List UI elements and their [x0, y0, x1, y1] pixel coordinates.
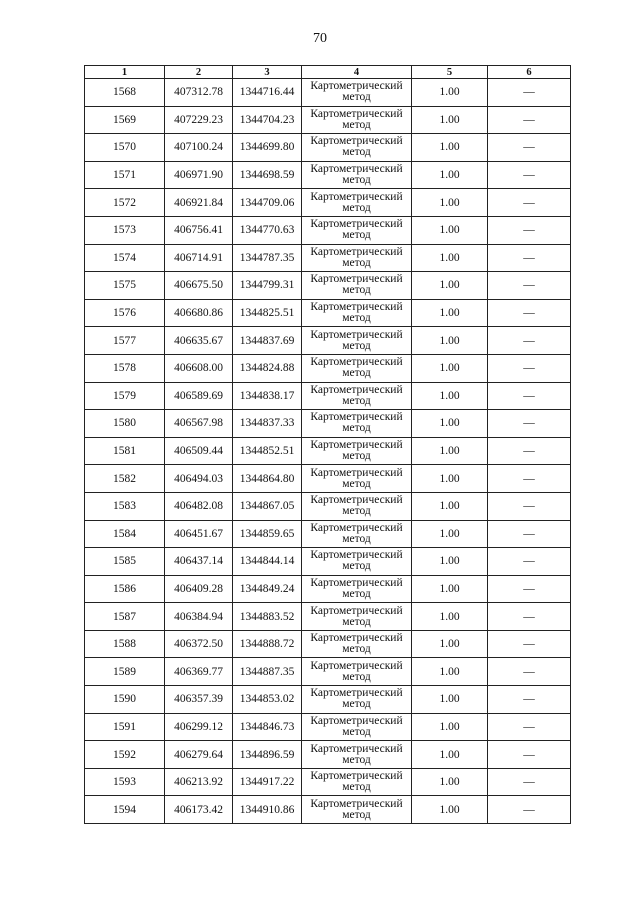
y-coordinate-cell: 1344888.72 [233, 630, 302, 658]
table-row [85, 161, 571, 189]
method-line-1: Картометрический [310, 356, 403, 369]
method-cell [302, 327, 412, 355]
note-cell: — [488, 382, 571, 410]
method-cell [302, 437, 412, 465]
y-coordinate-cell: 1344883.52 [233, 603, 302, 631]
x-coordinate-cell: 406635.67 [165, 327, 233, 355]
note-cell: — [488, 658, 571, 686]
method-line-2: метод [342, 91, 371, 104]
table-row [85, 216, 571, 244]
y-coordinate-cell: 1344838.17 [233, 382, 302, 410]
note-cell: — [488, 575, 571, 603]
table-row [85, 79, 571, 107]
method-cell [302, 548, 412, 576]
header-col-6: 6 [488, 66, 571, 79]
table-row [85, 575, 571, 603]
point-number-cell: 1587 [85, 603, 165, 631]
point-number-cell: 1569 [85, 106, 165, 134]
y-coordinate-cell: 1344787.35 [233, 244, 302, 272]
method-line-1: Картометрический [310, 742, 403, 755]
method-line-2: метод [342, 532, 371, 545]
method-line-1: Картометрический [310, 659, 403, 672]
accuracy-cell: 1.00 [412, 603, 488, 631]
table-row [85, 713, 571, 741]
method-line-2: метод [342, 450, 371, 463]
method-cell [302, 465, 412, 493]
method-cell [302, 492, 412, 520]
method-line-1: Картометрический [310, 604, 403, 617]
note-cell: — [488, 272, 571, 300]
x-coordinate-cell: 406680.86 [165, 299, 233, 327]
method-cell [302, 354, 412, 382]
note-cell: — [488, 106, 571, 134]
accuracy-cell: 1.00 [412, 465, 488, 493]
method-cell [302, 741, 412, 769]
method-cell [302, 216, 412, 244]
note-cell: — [488, 410, 571, 438]
y-coordinate-cell: 1344896.59 [233, 741, 302, 769]
y-coordinate-cell: 1344844.14 [233, 548, 302, 576]
method-line-2: метод [342, 670, 371, 683]
table-row [85, 630, 571, 658]
y-coordinate-cell: 1344716.44 [233, 79, 302, 107]
y-coordinate-cell: 1344837.33 [233, 410, 302, 438]
x-coordinate-cell: 406971.90 [165, 161, 233, 189]
method-line-2: метод [342, 615, 371, 628]
y-coordinate-cell: 1344846.73 [233, 713, 302, 741]
point-number-cell: 1575 [85, 272, 165, 300]
accuracy-cell: 1.00 [412, 244, 488, 272]
point-number-cell: 1578 [85, 354, 165, 382]
method-cell [302, 382, 412, 410]
y-coordinate-cell: 1344867.05 [233, 492, 302, 520]
note-cell: — [488, 768, 571, 796]
note-cell: — [488, 244, 571, 272]
point-number-cell: 1584 [85, 520, 165, 548]
method-line-2: метод [342, 781, 371, 794]
method-cell [302, 244, 412, 272]
point-number-cell: 1585 [85, 548, 165, 576]
method-cell [302, 410, 412, 438]
method-line-1: Картометрический [310, 466, 403, 479]
method-cell [302, 161, 412, 189]
method-cell [302, 299, 412, 327]
method-line-1: Картометрический [310, 770, 403, 783]
x-coordinate-cell: 406372.50 [165, 630, 233, 658]
x-coordinate-cell: 406451.67 [165, 520, 233, 548]
y-coordinate-cell: 1344864.80 [233, 465, 302, 493]
method-cell [302, 713, 412, 741]
note-cell: — [488, 134, 571, 162]
method-line-1: Картометрический [310, 521, 403, 534]
method-line-1: Картометрический [310, 107, 403, 120]
method-line-2: метод [342, 174, 371, 187]
y-coordinate-cell: 1344698.59 [233, 161, 302, 189]
method-cell [302, 603, 412, 631]
method-line-2: метод [342, 422, 371, 435]
method-line-1: Картометрический [310, 190, 403, 203]
method-line-2: метод [342, 505, 371, 518]
table-row [85, 492, 571, 520]
table-row [85, 189, 571, 217]
table-row [85, 134, 571, 162]
accuracy-cell: 1.00 [412, 713, 488, 741]
method-cell [302, 520, 412, 548]
note-cell: — [488, 437, 571, 465]
table-row [85, 796, 571, 824]
point-number-cell: 1571 [85, 161, 165, 189]
coordinates-table [84, 65, 571, 824]
method-cell [302, 106, 412, 134]
x-coordinate-cell: 406299.12 [165, 713, 233, 741]
header-col-3: 3 [233, 66, 302, 79]
x-coordinate-cell: 406509.44 [165, 437, 233, 465]
x-coordinate-cell: 407229.23 [165, 106, 233, 134]
y-coordinate-cell: 1344799.31 [233, 272, 302, 300]
point-number-cell: 1573 [85, 216, 165, 244]
accuracy-cell: 1.00 [412, 79, 488, 107]
table-row [85, 327, 571, 355]
method-line-1: Картометрический [310, 687, 403, 700]
method-cell [302, 630, 412, 658]
x-coordinate-cell: 406173.42 [165, 796, 233, 824]
method-line-1: Картометрический [310, 301, 403, 314]
y-coordinate-cell: 1344849.24 [233, 575, 302, 603]
x-coordinate-cell: 406279.64 [165, 741, 233, 769]
note-cell: — [488, 741, 571, 769]
note-cell: — [488, 713, 571, 741]
accuracy-cell: 1.00 [412, 327, 488, 355]
point-number-cell: 1568 [85, 79, 165, 107]
point-number-cell: 1570 [85, 134, 165, 162]
method-line-2: метод [342, 284, 371, 297]
x-coordinate-cell: 406608.00 [165, 354, 233, 382]
x-coordinate-cell: 406675.50 [165, 272, 233, 300]
point-number-cell: 1588 [85, 630, 165, 658]
accuracy-cell: 1.00 [412, 299, 488, 327]
x-coordinate-cell: 406369.77 [165, 658, 233, 686]
accuracy-cell: 1.00 [412, 189, 488, 217]
note-cell: — [488, 492, 571, 520]
y-coordinate-cell: 1344837.69 [233, 327, 302, 355]
x-coordinate-cell: 406437.14 [165, 548, 233, 576]
table-row [85, 106, 571, 134]
method-line-1: Картометрический [310, 135, 403, 148]
method-line-1: Картометрический [310, 218, 403, 231]
note-cell: — [488, 189, 571, 217]
method-line-2: метод [342, 229, 371, 242]
method-line-1: Картометрический [310, 80, 403, 93]
method-line-2: метод [342, 808, 371, 821]
table-header-row [85, 66, 571, 79]
note-cell: — [488, 520, 571, 548]
table-row [85, 520, 571, 548]
method-line-2: метод [342, 118, 371, 131]
method-line-2: метод [342, 256, 371, 269]
page-number: 70 [313, 31, 327, 46]
method-line-2: метод [342, 587, 371, 600]
method-line-2: метод [342, 394, 371, 407]
accuracy-cell: 1.00 [412, 216, 488, 244]
note-cell: — [488, 161, 571, 189]
header-col-2: 2 [165, 66, 233, 79]
point-number-cell: 1583 [85, 492, 165, 520]
table-row [85, 382, 571, 410]
method-line-2: метод [342, 312, 371, 325]
method-cell [302, 796, 412, 824]
method-line-1: Картометрический [310, 632, 403, 645]
accuracy-cell: 1.00 [412, 575, 488, 603]
accuracy-cell: 1.00 [412, 272, 488, 300]
note-cell: — [488, 299, 571, 327]
method-cell [302, 575, 412, 603]
table-row [85, 658, 571, 686]
method-line-2: метод [342, 753, 371, 766]
x-coordinate-cell: 406482.08 [165, 492, 233, 520]
point-number-cell: 1590 [85, 686, 165, 714]
table-row [85, 244, 571, 272]
point-number-cell: 1582 [85, 465, 165, 493]
method-line-1: Картометрический [310, 439, 403, 452]
x-coordinate-cell: 406567.98 [165, 410, 233, 438]
y-coordinate-cell: 1344825.51 [233, 299, 302, 327]
method-cell [302, 272, 412, 300]
note-cell: — [488, 216, 571, 244]
y-coordinate-cell: 1344699.80 [233, 134, 302, 162]
accuracy-cell: 1.00 [412, 410, 488, 438]
method-line-2: метод [342, 146, 371, 159]
note-cell: — [488, 354, 571, 382]
y-coordinate-cell: 1344824.88 [233, 354, 302, 382]
table-row [85, 272, 571, 300]
point-number-cell: 1593 [85, 768, 165, 796]
method-line-2: метод [342, 560, 371, 573]
note-cell: — [488, 603, 571, 631]
method-cell [302, 658, 412, 686]
accuracy-cell: 1.00 [412, 437, 488, 465]
x-coordinate-cell: 406921.84 [165, 189, 233, 217]
method-line-1: Картометрический [310, 163, 403, 176]
method-line-1: Картометрический [310, 273, 403, 286]
table-row [85, 410, 571, 438]
method-line-1: Картометрический [310, 411, 403, 424]
table-row [85, 465, 571, 493]
note-cell: — [488, 465, 571, 493]
header-col-1: 1 [85, 66, 165, 79]
method-line-2: метод [342, 201, 371, 214]
method-line-2: метод [342, 643, 371, 656]
y-coordinate-cell: 1344910.86 [233, 796, 302, 824]
point-number-cell: 1594 [85, 796, 165, 824]
accuracy-cell: 1.00 [412, 630, 488, 658]
x-coordinate-cell: 406589.69 [165, 382, 233, 410]
point-number-cell: 1580 [85, 410, 165, 438]
x-coordinate-cell: 406213.92 [165, 768, 233, 796]
method-line-1: Картометрический [310, 576, 403, 589]
x-coordinate-cell: 406357.39 [165, 686, 233, 714]
method-cell [302, 189, 412, 217]
point-number-cell: 1591 [85, 713, 165, 741]
point-number-cell: 1586 [85, 575, 165, 603]
accuracy-cell: 1.00 [412, 520, 488, 548]
note-cell: — [488, 796, 571, 824]
point-number-cell: 1577 [85, 327, 165, 355]
point-number-cell: 1576 [85, 299, 165, 327]
note-cell: — [488, 327, 571, 355]
accuracy-cell: 1.00 [412, 492, 488, 520]
x-coordinate-cell: 407312.78 [165, 79, 233, 107]
accuracy-cell: 1.00 [412, 548, 488, 576]
x-coordinate-cell: 406384.94 [165, 603, 233, 631]
accuracy-cell: 1.00 [412, 354, 488, 382]
x-coordinate-cell: 407100.24 [165, 134, 233, 162]
method-cell [302, 768, 412, 796]
note-cell: — [488, 79, 571, 107]
method-line-1: Картометрический [310, 245, 403, 258]
point-number-cell: 1572 [85, 189, 165, 217]
method-line-2: метод [342, 698, 371, 711]
header-col-4: 4 [302, 66, 412, 79]
table-row [85, 437, 571, 465]
y-coordinate-cell: 1344887.35 [233, 658, 302, 686]
table-row [85, 299, 571, 327]
method-line-1: Картометрический [310, 797, 403, 810]
x-coordinate-cell: 406714.91 [165, 244, 233, 272]
point-number-cell: 1581 [85, 437, 165, 465]
table-row [85, 768, 571, 796]
accuracy-cell: 1.00 [412, 106, 488, 134]
table-row [85, 548, 571, 576]
point-number-cell: 1589 [85, 658, 165, 686]
accuracy-cell: 1.00 [412, 161, 488, 189]
method-line-1: Картометрический [310, 494, 403, 507]
method-line-1: Картометрический [310, 328, 403, 341]
accuracy-cell: 1.00 [412, 134, 488, 162]
y-coordinate-cell: 1344917.22 [233, 768, 302, 796]
accuracy-cell: 1.00 [412, 741, 488, 769]
table-row [85, 741, 571, 769]
table-row [85, 686, 571, 714]
x-coordinate-cell: 406756.41 [165, 216, 233, 244]
y-coordinate-cell: 1344709.06 [233, 189, 302, 217]
method-line-1: Картометрический [310, 714, 403, 727]
method-line-1: Картометрический [310, 549, 403, 562]
y-coordinate-cell: 1344770.63 [233, 216, 302, 244]
note-cell: — [488, 548, 571, 576]
table-row [85, 354, 571, 382]
method-cell [302, 79, 412, 107]
x-coordinate-cell: 406494.03 [165, 465, 233, 493]
table-body [85, 79, 571, 824]
method-line-2: метод [342, 477, 371, 490]
method-line-2: метод [342, 725, 371, 738]
x-coordinate-cell: 406409.28 [165, 575, 233, 603]
method-line-2: метод [342, 367, 371, 380]
method-line-2: метод [342, 339, 371, 352]
y-coordinate-cell: 1344859.65 [233, 520, 302, 548]
accuracy-cell: 1.00 [412, 768, 488, 796]
method-line-1: Картометрический [310, 383, 403, 396]
note-cell: — [488, 686, 571, 714]
header-col-5: 5 [412, 66, 488, 79]
y-coordinate-cell: 1344704.23 [233, 106, 302, 134]
accuracy-cell: 1.00 [412, 658, 488, 686]
accuracy-cell: 1.00 [412, 686, 488, 714]
point-number-cell: 1592 [85, 741, 165, 769]
point-number-cell: 1574 [85, 244, 165, 272]
accuracy-cell: 1.00 [412, 382, 488, 410]
y-coordinate-cell: 1344852.51 [233, 437, 302, 465]
method-cell [302, 134, 412, 162]
point-number-cell: 1579 [85, 382, 165, 410]
note-cell: — [488, 630, 571, 658]
accuracy-cell: 1.00 [412, 796, 488, 824]
method-cell [302, 686, 412, 714]
table-row [85, 603, 571, 631]
y-coordinate-cell: 1344853.02 [233, 686, 302, 714]
